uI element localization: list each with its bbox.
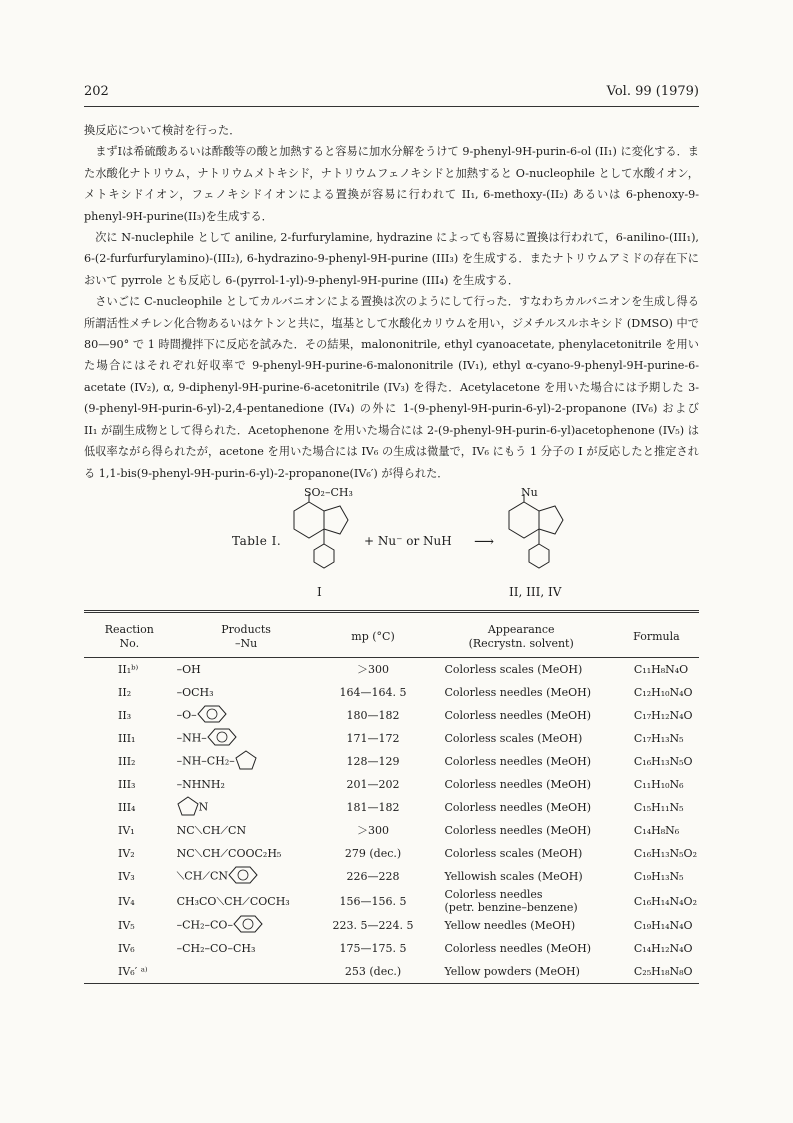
benzene-ring-icon xyxy=(228,866,258,887)
table-row xyxy=(84,796,699,819)
col-header-mp: mp (°C) xyxy=(318,617,429,658)
mp-text: 253 (dec.) xyxy=(344,965,402,978)
reaction-no-text: III₂ xyxy=(118,755,136,768)
cell-appearance xyxy=(429,796,614,819)
furan-ring-icon xyxy=(235,750,257,773)
cell-product xyxy=(175,727,318,750)
cell-formula xyxy=(614,960,699,984)
data-table xyxy=(84,610,699,984)
appearance-text: Colorless needles (MeOH) xyxy=(444,778,592,791)
table-body xyxy=(84,658,699,984)
cell-mp xyxy=(318,727,429,750)
table-row xyxy=(84,681,699,704)
formula-text: C₁₄H₁₂N₄O xyxy=(633,942,693,955)
appearance-text: Yellowish scales (MeOH) xyxy=(444,870,583,883)
formula-text: C₁₂H₁₀N₄O xyxy=(633,686,693,699)
appearance-text: Colorless needles (MeOH) xyxy=(444,824,592,837)
appearance-text: Colorless needles (MeOH) xyxy=(444,709,592,722)
benzene-ring-icon xyxy=(207,728,237,749)
nu-label: Nu xyxy=(521,486,538,499)
cell-mp xyxy=(318,937,429,960)
table-row xyxy=(84,937,699,960)
cell-appearance xyxy=(429,914,614,937)
cell-mp xyxy=(318,865,429,888)
cell-formula xyxy=(614,681,699,704)
table-row xyxy=(84,750,699,773)
cell-formula xyxy=(614,937,699,960)
cell-mp xyxy=(318,704,429,727)
volume-info: Vol. 99 (1979) xyxy=(606,84,699,99)
col-header-formula: Formula xyxy=(614,617,699,658)
product-label: II, III, IV xyxy=(509,585,562,599)
product-text: –NH–CH₂– xyxy=(176,754,235,768)
cell-product xyxy=(175,960,318,984)
appearance-text: Colorless scales (MeOH) xyxy=(444,663,583,676)
cell-mp xyxy=(318,796,429,819)
col-header-appearance: Appearance (Recrystn. solvent) xyxy=(429,617,614,658)
reaction-scheme xyxy=(84,482,699,602)
cell-mp xyxy=(318,960,429,984)
paragraph-4: さいごに C-nucleophile としてカルバニオンによる置換は次のようにして行った．すなわちカルバニオンを生成し得る所謂活性メチレン化合物あるいはケトンと共に，塩基として水酸化カリウムを用い，ジメチルスルホキシド (DMSO) 中で 80—90° で 1 時間攪拌下に反応を試みた．その結果，malononitrile, ethyl cyanoacetate, phenylacetonitrile を用いた場合にはそれぞれ好収率で 9-phenyl-9H-purine-6-malononitrile (IV₁), ethyl α-cyano-9-phenyl-9H-purine-6-acetate (IV₂), α, 9-diphenyl-9H-purine-6-acetonitrile (IV₃) を得た．Acetylacetone を用いた場合には予期した 3-(9-phenyl-9H-purin-6-yl)-2,4-pentanedione (IV₄) の外に 1-(9-phenyl-9H-purin-6-yl)-2-propanone (IV₆) および II₁ が副生成物として得られた．Acetophenone を用いた場合には 2-(9-phenyl-9H-purin-6-yl)acetophenone (IV₅) は低収率ながら得られたが，acetone を用いた場合には IV₆ の生成は微量で，IV₆ にもう 1 分子の I が反応したと推定される 1,1-bis(9-phenyl-9H-purin-6-yl)-2-propanone(IV₆′) が得られた． xyxy=(84,295,699,480)
cell-reaction-no xyxy=(84,819,175,842)
appearance-text: Colorless needles (petr. benzine–benzene) xyxy=(444,888,578,914)
reaction-no-text: II₁ᵇ⁾ xyxy=(118,663,139,676)
formula-text: C₁₉H₁₃N₅ xyxy=(633,870,684,883)
cell-reaction-no xyxy=(84,658,175,682)
cell-formula xyxy=(614,914,699,937)
cell-reaction-no xyxy=(84,888,175,914)
product-text: –NHNH₂ xyxy=(176,778,225,791)
cell-mp xyxy=(318,888,429,914)
cell-mp xyxy=(318,819,429,842)
cell-appearance xyxy=(429,704,614,727)
reaction-no-text: IV₁ xyxy=(118,824,135,837)
cell-reaction-no xyxy=(84,960,175,984)
product-text: –OCH₃ xyxy=(176,686,214,699)
formula-text: C₁₄H₈N₆ xyxy=(633,824,680,837)
cell-product xyxy=(175,888,318,914)
reaction-no-text: IV₄ xyxy=(118,894,135,908)
cell-appearance xyxy=(429,888,614,914)
formula-text: C₂₅H₁₈N₈O xyxy=(633,965,693,978)
product-text: CH₃CO⟍CH⟋COCH₃ xyxy=(176,894,290,908)
cell-reaction-no xyxy=(84,796,175,819)
table-row xyxy=(84,888,699,914)
substituent-label: SO₂–CH₃ xyxy=(304,486,353,499)
cell-appearance xyxy=(429,658,614,682)
appearance-text: Yellow needles (MeOH) xyxy=(444,919,576,932)
cell-reaction-no xyxy=(84,704,175,727)
table-row xyxy=(84,727,699,750)
cell-product xyxy=(175,773,318,796)
cell-formula xyxy=(614,888,699,914)
start-label: I xyxy=(317,585,322,599)
mp-text: 223. 5—224. 5 xyxy=(332,919,414,932)
reaction-no-text: II₃ xyxy=(118,709,132,722)
mp-text: 156—156. 5 xyxy=(339,894,407,908)
reaction-no-text: IV₂ xyxy=(118,847,135,860)
appearance-text: Colorless needles (MeOH) xyxy=(444,942,592,955)
mp-text: ＞300 xyxy=(357,663,390,676)
cell-reaction-no xyxy=(84,727,175,750)
cell-product xyxy=(175,914,318,937)
appearance-text: Colorless scales (MeOH) xyxy=(444,847,583,860)
mp-text: 164—164. 5 xyxy=(339,686,407,699)
cell-formula xyxy=(614,704,699,727)
purine-structure-start xyxy=(294,494,348,568)
product-text: –OH xyxy=(176,663,201,676)
cell-appearance xyxy=(429,727,614,750)
product-text: ⟍CH⟋CN xyxy=(176,869,229,883)
mp-text: 180—182 xyxy=(346,709,400,722)
table-row xyxy=(84,819,699,842)
cell-appearance xyxy=(429,750,614,773)
appearance-text: Colorless needles (MeOH) xyxy=(444,801,592,814)
paragraph-3: 次に N-nuclephile として aniline, 2-furfurylamine, hydrazine によっても容易に置換は行われて，6-anilino-(III₁), 6-(2-furfurfurylamino)-(III₂), 6-hydrazino-9-phenyl-9H-purine (III₃) を生成する．またナトリウムアミドの存在下において pyrrole とも反応し 6-(pyrrol-1-yl)-9-phenyl-9H-purine (III₄) を生成する． xyxy=(84,231,699,287)
reaction-no-text: IV₆ xyxy=(118,942,135,955)
formula-text: C₁₉H₁₄N₄O xyxy=(633,919,693,932)
product-text: NC⟍CH⟋CN xyxy=(176,824,247,837)
page-header xyxy=(84,84,699,104)
table-row xyxy=(84,704,699,727)
cell-product xyxy=(175,681,318,704)
formula-text: C₁₆H₁₃N₅O xyxy=(633,755,693,768)
cell-reaction-no xyxy=(84,681,175,704)
appearance-text: Yellow powders (MeOH) xyxy=(444,965,580,978)
product-text: NC⟍CH⟋COOC₂H₅ xyxy=(176,847,282,860)
benzene-ring-icon xyxy=(197,705,227,726)
cell-product xyxy=(175,750,318,773)
cell-mp xyxy=(318,750,429,773)
table-label: Table I. xyxy=(232,534,282,548)
body-text xyxy=(84,120,699,484)
cell-mp xyxy=(318,914,429,937)
cell-product xyxy=(175,819,318,842)
reaction-arrow: ⟶ xyxy=(474,534,495,550)
header-rule xyxy=(84,106,699,107)
cell-reaction-no xyxy=(84,773,175,796)
cell-mp xyxy=(318,681,429,704)
cell-appearance xyxy=(429,773,614,796)
cell-mp xyxy=(318,773,429,796)
mp-text: 279 (dec.) xyxy=(344,847,402,860)
reagent-text: + Nu⁻ or NuH xyxy=(364,534,452,548)
mp-text: 226—228 xyxy=(346,870,400,883)
cell-appearance xyxy=(429,960,614,984)
appearance-text: Colorless scales (MeOH) xyxy=(444,732,583,745)
formula-text: C₁₁H₈N₄O xyxy=(633,663,689,676)
cell-appearance xyxy=(429,937,614,960)
cell-product xyxy=(175,796,318,819)
cell-mp xyxy=(318,658,429,682)
paragraph-1: 換反応について検討を行った． xyxy=(84,124,241,137)
cell-formula xyxy=(614,658,699,682)
table-row xyxy=(84,960,699,984)
formula-text: C₁₆H₁₄N₄O₂ xyxy=(633,894,697,908)
mp-text: ＞300 xyxy=(357,824,390,837)
reaction-no-text: IV₅ xyxy=(118,919,135,932)
paragraph-2: まずⅠは希硫酸あるいは酢酸等の酸と加熱すると容易に加水分解をうけて 9-phenyl-9H-purin-6-ol (II₁) に変化する．また水酸化ナトリウム，ナトリウムメトキシド，ナトリウムフェノキシドと加熱すると O-nucleophile として水酸イオン，メトキシドイオン，フェノキシドイオンによる置換が容易に行われて II₁, 6-methoxy-(II₂) あるいは 6-phenoxy-9-phenyl-9H-purine(II₃)を生成する． xyxy=(84,145,699,223)
cell-formula xyxy=(614,796,699,819)
appearance-text: Colorless needles (MeOH) xyxy=(444,755,592,768)
page-number: 202 xyxy=(84,84,109,99)
product-text: N xyxy=(198,800,209,814)
cell-product xyxy=(175,865,318,888)
cell-product xyxy=(175,937,318,960)
formula-text: C₁₁H₁₀N₆ xyxy=(633,778,684,791)
reaction-no-text: II₂ xyxy=(118,686,132,699)
purine-structure-product xyxy=(509,494,563,568)
cell-appearance xyxy=(429,865,614,888)
cell-formula xyxy=(614,842,699,865)
col-header-reaction: Reaction No. xyxy=(84,617,175,658)
cell-formula xyxy=(614,773,699,796)
cell-appearance xyxy=(429,842,614,865)
formula-text: C₁₅H₁₁N₅ xyxy=(633,801,684,814)
mp-text: 175—175. 5 xyxy=(339,942,407,955)
cell-reaction-no xyxy=(84,865,175,888)
table-row xyxy=(84,914,699,937)
reaction-no-text: IV₃ xyxy=(118,870,135,883)
mp-text: 171—172 xyxy=(346,732,400,745)
cell-formula xyxy=(614,865,699,888)
cell-reaction-no xyxy=(84,914,175,937)
cell-formula xyxy=(614,750,699,773)
reaction-no-text: IV₆′ ᵃ⁾ xyxy=(118,965,148,978)
cell-formula xyxy=(614,727,699,750)
product-text: –CH₂–CO– xyxy=(176,918,233,932)
reaction-no-text: III₁ xyxy=(118,732,136,745)
cell-appearance xyxy=(429,819,614,842)
cell-reaction-no xyxy=(84,842,175,865)
table-row xyxy=(84,842,699,865)
pyrrole-ring-icon xyxy=(177,796,199,819)
mp-text: 181—182 xyxy=(346,801,400,814)
benzene-ring-icon xyxy=(233,915,263,936)
cell-formula xyxy=(614,819,699,842)
formula-text: C₁₇H₁₃N₅ xyxy=(633,732,684,745)
appearance-text: Colorless needles (MeOH) xyxy=(444,686,592,699)
mp-text: 128—129 xyxy=(346,755,400,768)
cell-appearance xyxy=(429,681,614,704)
formula-text: C₁₆H₁₃N₅O₂ xyxy=(633,847,697,860)
cell-product xyxy=(175,842,318,865)
cell-product xyxy=(175,704,318,727)
table-row xyxy=(84,658,699,682)
cell-product xyxy=(175,658,318,682)
cell-reaction-no xyxy=(84,937,175,960)
product-text: –O– xyxy=(176,708,197,722)
col-header-products: Products –Nu xyxy=(175,617,318,658)
cell-mp xyxy=(318,842,429,865)
formula-text: C₁₇H₁₂N₄O xyxy=(633,709,693,722)
mp-text: 201—202 xyxy=(346,778,400,791)
cell-reaction-no xyxy=(84,750,175,773)
reaction-no-text: III₃ xyxy=(118,778,136,791)
product-text: –NH– xyxy=(176,731,207,745)
reaction-no-text: III₄ xyxy=(118,801,136,814)
table-row xyxy=(84,773,699,796)
table-row xyxy=(84,865,699,888)
product-text: –CH₂–CO–CH₃ xyxy=(176,942,256,955)
